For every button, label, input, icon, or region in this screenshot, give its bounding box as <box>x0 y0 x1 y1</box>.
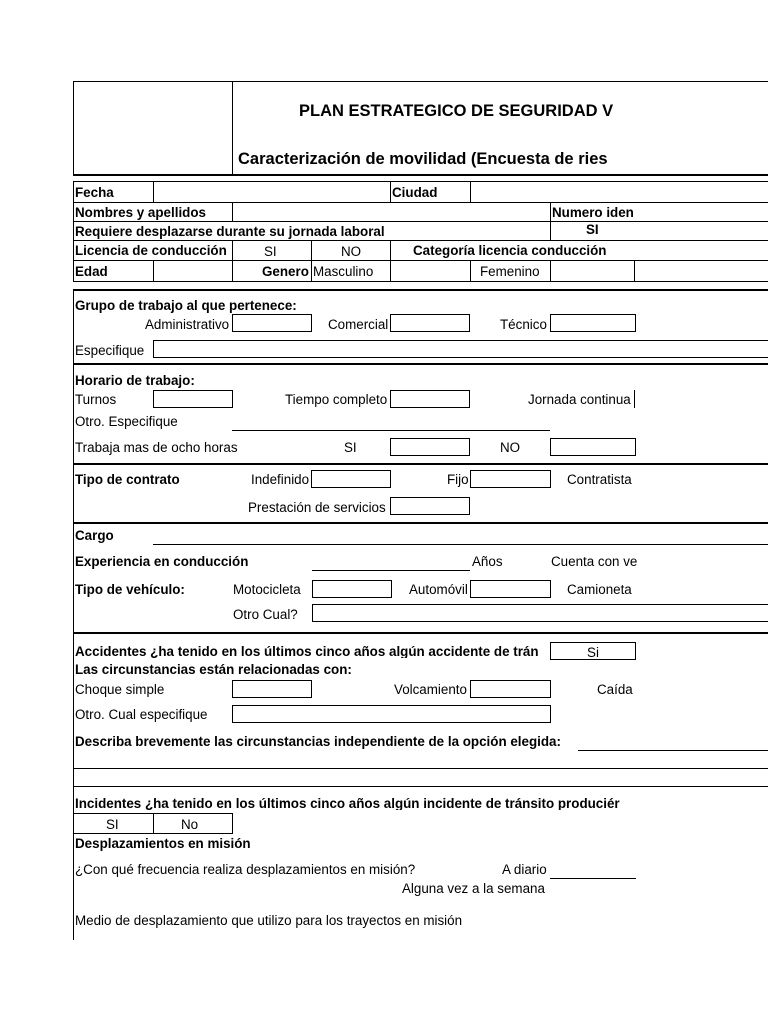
tecnico-checkbox[interactable] <box>550 314 636 332</box>
ocho-horas-si-label: SI <box>344 440 357 455</box>
grupo-title: Grupo de trabajo al que pertenece: <box>75 298 297 313</box>
edad-label: Edad <box>75 264 108 279</box>
form-subtitle: Caracterización de movilidad (Encuesta de ries <box>238 150 608 168</box>
accidentes-question: Accidentes ¿ha tenido en los últimos cinco años algún accidente de trán <box>75 645 539 659</box>
automovil-checkbox[interactable] <box>470 580 551 598</box>
otro-cual-especifique-label: Otro. Cual especifique <box>75 707 208 722</box>
requiere-label: Requiere desplazarse durante su jornada laboral <box>75 224 385 239</box>
licencia-si-option[interactable]: SI <box>264 244 277 259</box>
fijo-label: Fijo <box>447 472 469 487</box>
ocho-horas-no-label: NO <box>500 440 521 455</box>
tipo-vehiculo-label: Tipo de vehículo: <box>75 582 185 597</box>
especifique-input[interactable] <box>153 340 768 358</box>
licencia-no-option[interactable]: NO <box>341 244 362 259</box>
otro-cual-input[interactable] <box>312 604 768 622</box>
jornada-continua-checkbox[interactable] <box>634 390 635 408</box>
tecnico-label: Técnico <box>500 317 547 332</box>
experiencia-input[interactable] <box>312 570 470 571</box>
otro-cual-especifique-input[interactable] <box>232 705 551 723</box>
ocho-horas-no-checkbox[interactable] <box>550 438 636 456</box>
volcamiento-label: Volcamiento <box>394 682 467 697</box>
incidentes-options-bottom <box>73 833 233 834</box>
turnos-checkbox[interactable] <box>153 390 233 408</box>
frecuencia-question: ¿Con qué frecuencia realiza desplazamientos en misión? <box>75 862 416 877</box>
anos-label: Años <box>472 554 503 569</box>
incidentes-options-divider <box>153 813 154 833</box>
a-diario-input[interactable] <box>550 878 636 879</box>
administrativo-label: Administrativo <box>145 317 230 332</box>
incidentes-no-option[interactable]: No <box>181 817 199 832</box>
section-divider <box>73 363 768 365</box>
prestacion-checkbox[interactable] <box>390 497 470 515</box>
cargo-title: Cargo <box>75 528 114 543</box>
prestacion-label: Prestación de servicios <box>248 500 386 515</box>
desplazamientos-title: Desplazamientos en misión <box>75 836 251 851</box>
administrativo-checkbox[interactable] <box>232 314 312 332</box>
indefinido-checkbox[interactable] <box>311 470 391 488</box>
femenino-checkbox[interactable] <box>551 261 633 280</box>
alguna-vez-label: Alguna vez a la semana <box>402 881 545 896</box>
requiere-si-option[interactable]: SI <box>586 222 599 237</box>
comercial-checkbox[interactable] <box>390 314 470 332</box>
section-divider <box>73 463 768 465</box>
contratista-label: Contratista <box>567 472 632 487</box>
describa-input-line[interactable] <box>73 786 768 787</box>
accidentes-si-option[interactable] <box>550 642 636 660</box>
otro-especifique-label: Otro. Especifique <box>75 414 178 429</box>
volcamiento-checkbox[interactable] <box>470 680 551 698</box>
incidentes-si-option[interactable]: SI <box>106 817 119 832</box>
incidentes-options-right <box>232 813 233 833</box>
incidentes-question: Incidentes ¿ha tenido en los últimos cinco años algún incidente de tránsito produciér <box>75 797 620 811</box>
describa-label: Describa brevemente las circunstancias independiente de la opción elegida: <box>75 734 561 749</box>
describa-input-line[interactable] <box>73 768 768 769</box>
categoria-label: Categoría licencia conducción <box>413 243 607 258</box>
left-margin-line <box>73 289 74 940</box>
licencia-label: Licencia de conducción <box>75 243 227 258</box>
section-divider <box>73 632 768 634</box>
especifique-label: Especifique <box>75 343 145 358</box>
ciudad-input[interactable] <box>471 182 768 201</box>
ciudad-label: Ciudad <box>392 185 438 200</box>
caida-label: Caída <box>597 682 633 697</box>
masculino-checkbox[interactable] <box>391 261 469 280</box>
otro-cual-label: Otro Cual? <box>233 607 298 622</box>
tiempo-completo-checkbox[interactable] <box>390 390 470 408</box>
turnos-label: Turnos <box>75 392 117 407</box>
motocicleta-label: Motocicleta <box>233 582 301 597</box>
tiempo-completo-label: Tiempo completo <box>285 392 388 407</box>
circunstancias-label: Las circunstancias están relacionadas con: <box>75 662 352 677</box>
accidentes-si-label: Si <box>587 645 599 660</box>
motocicleta-checkbox[interactable] <box>312 580 392 598</box>
cuenta-con-label: Cuenta con ve <box>551 554 638 569</box>
choque-simple-label: Choque simple <box>75 682 165 697</box>
medio-desplazamiento-label: Medio de desplazamiento que utilizo para los trayectos en misión <box>75 913 463 928</box>
genero-label: Genero <box>262 264 309 279</box>
experiencia-label: Experiencia en conducción <box>75 554 249 569</box>
automovil-label: Automóvil <box>409 582 468 597</box>
camioneta-label: Camioneta <box>567 582 632 597</box>
nombres-label: Nombres y apellidos <box>75 205 206 220</box>
femenino-label: Femenino <box>480 264 540 279</box>
indefinido-label: Indefinido <box>251 472 310 487</box>
comercial-label: Comercial <box>328 317 389 332</box>
section-divider <box>73 522 768 524</box>
horario-title: Horario de trabajo: <box>75 373 195 388</box>
form-title: PLAN ESTRATEGICO DE SEGURIDAD V <box>299 102 614 120</box>
fecha-label: Fecha <box>75 185 114 200</box>
otro-especifique-input[interactable] <box>232 430 550 431</box>
describa-input-line[interactable] <box>578 750 768 751</box>
choque-simple-checkbox[interactable] <box>232 680 312 698</box>
cargo-input[interactable] <box>153 544 768 545</box>
contrato-title: Tipo de contrato <box>75 472 180 487</box>
ocho-horas-si-checkbox[interactable] <box>390 438 470 456</box>
edad-input[interactable] <box>154 261 231 280</box>
jornada-continua-label: Jornada continua <box>528 392 631 407</box>
ocho-horas-label: Trabaja mas de ocho horas <box>75 440 238 455</box>
nombres-input[interactable] <box>233 203 549 220</box>
fecha-input[interactable] <box>154 182 389 201</box>
masculino-label: Masculino <box>313 264 374 279</box>
numero-iden-label: Numero iden <box>552 205 634 220</box>
fijo-checkbox[interactable] <box>470 470 551 488</box>
a-diario-label: A diario <box>502 862 547 877</box>
section-divider <box>73 289 768 291</box>
